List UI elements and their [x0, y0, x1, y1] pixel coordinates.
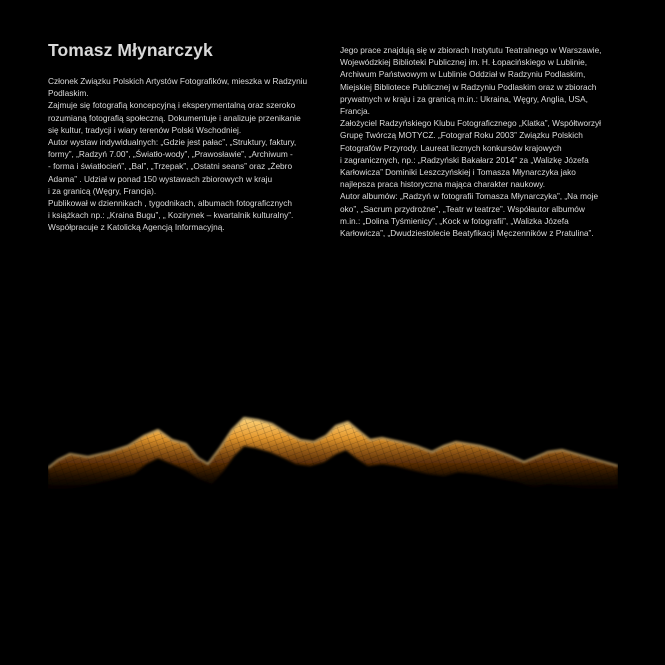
text-line: m.in.: „Dolina Tyśmienicy”, „Kock w fotografii”, „Walizka Józefa [340, 215, 569, 226]
text-line: Publikował w dziennikach , tygodnikach, albumach fotograficznych [48, 198, 292, 209]
text-line: Autor albumów: „Radzyń w fotografii Tomasza Młynarczyka”, „Na moje [340, 191, 599, 202]
text-line: się kultur, tradycji i wiary terenów Polski Wschodniej. [48, 124, 242, 135]
text-line: Członek Związku Polskich Artystów Fotografików, mieszka w Radzyniu [48, 76, 308, 86]
text-line: Miejskiej Bibliotece Publicznej w Radzyniu Podlaskim oraz w zbiorach [340, 81, 597, 92]
text-line: formy”, „Radzyń 7.00”, „Światło-wody”, „Prawosławie”, „Archiwum - [48, 149, 293, 160]
text-line: Autor wystaw indywidualnych: „Gdzie jest pałac”, „Struktury, faktury, [48, 137, 297, 148]
text-line: Wojewódzkiej Biblioteki Publicznej im. H. Łopacińskiego w Lublinie, [340, 57, 588, 68]
right-column [340, 44, 625, 239]
text-line: i za granicą (Węgry, Francja). [48, 185, 157, 196]
text-line: Archiwum Państwowym w Lublinie Oddział w Radzyniu Podlaskim, [340, 69, 586, 80]
text-line: Współpracuje z Katolicką Agencją Informacyjną. [48, 222, 225, 233]
text-line: rozumianą fotografią społeczną. Dokumentuje i analizuje przenikanie [48, 112, 301, 123]
text-line: Karłowicza” Dominiki Leszczyńskiej i Tomasza Młynarczyka jako [340, 167, 576, 178]
author-name-heading: Tomasz Młynarczyk [48, 40, 213, 60]
text-line: prywatnych w kraju i za granicą m.in.: Ukraina, Węgry, Anglia, USA, [340, 93, 588, 104]
text-line: najlepsza praca historyczna mająca charakter naukowy. [340, 179, 546, 190]
text-line: Grupę Twórczą MOTYCZ. „Fotograf Roku 2003” Związku Polskich [340, 130, 583, 141]
text-line: Jego prace znajdują się w zbiorach Instytutu Teatralnego w Warszawie, [340, 45, 602, 55]
biography-text [48, 75, 316, 234]
text-line: - forma i światłocień”, „Bal”, „Trzepak”, „Ostatni seans” oraz „Żebro [48, 161, 293, 172]
text-line: Fotografów Przyrody. Laureat licznych konkursów krajowych [340, 142, 562, 153]
text-line: Adama” . Udział w ponad 150 wystawach zbiorowych w kraju [48, 173, 273, 184]
collections-and-awards-text [340, 44, 625, 239]
text-line: Zajmuje się fotografią koncepcyjną i eksperymentalną oraz szeroko [48, 100, 296, 111]
text-line: Podlaskim. [48, 88, 89, 99]
glowing-roofline-photo [48, 400, 618, 510]
text-line: Założyciel Radzyńskiego Klubu Fotograficznego „Klatka”, Współtworzył [340, 118, 601, 129]
text-line: i zagranicznych, np.: „Radzyński Bakałarz 2014” za „Walizkę Józefa [340, 154, 589, 165]
text-line: Francja. [340, 106, 370, 117]
text-line: oko”, „Sacrum przydrożne”, „Teatr w teatrze”. Współautor albumów [340, 203, 585, 214]
left-column [48, 40, 316, 234]
text-line: Karłowicza”, „Dwudziestolecie Beatyfikacji Męczenników z Pratulina”. [340, 228, 594, 239]
text-line: i książkach np.: „Kraina Bugu”, „ Kozirynek – kwartalnik kulturalny”. [48, 210, 294, 221]
